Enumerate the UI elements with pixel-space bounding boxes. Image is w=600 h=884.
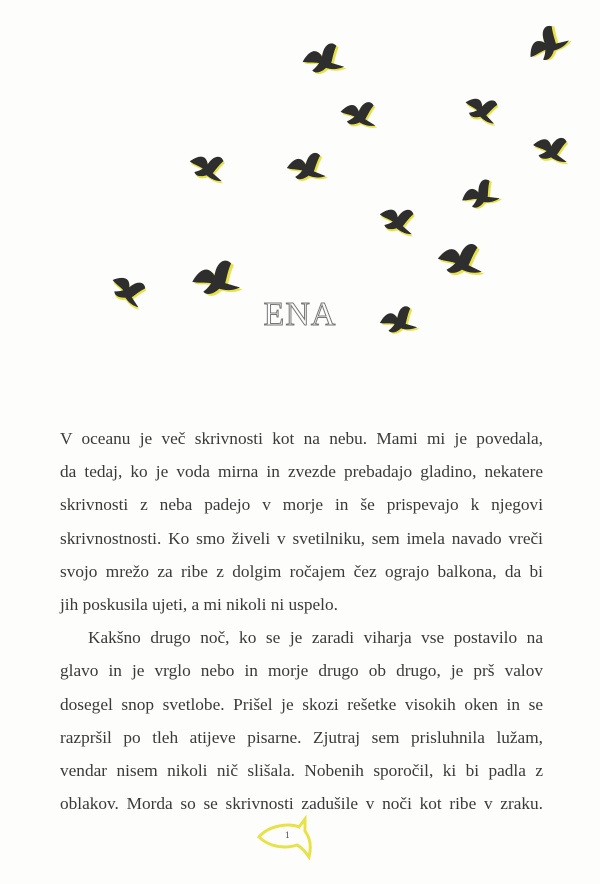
text-line: V oceanu je več skrivnosti kot na nebu. Mami mi je povedala, — [60, 429, 543, 448]
bird-icon — [522, 20, 572, 69]
bird-icon — [461, 92, 503, 127]
text-line: dosegel snop svetlobe. Prišel je skozi rešetke visokih oken in se — [60, 694, 543, 714]
text-line: da tedaj, ko je voda mirna in zvezde prebadajo gladino, nekatere — [60, 462, 543, 482]
text-line: svojo mrežo za ribe z dolgim ročajem čez ograjo balkona, da bi — [60, 561, 543, 581]
page-number: 1 — [285, 830, 290, 840]
bird-icon — [438, 244, 484, 275]
bird-icon — [458, 176, 502, 213]
paragraph-2 — [60, 621, 543, 820]
chapter-title: ENA — [263, 296, 337, 333]
bird-icon — [300, 42, 346, 77]
text-line: Kakšno drugo noč, ko se je zaradi viharja vse postavilo na — [88, 628, 543, 648]
bird-icon — [376, 203, 419, 237]
bird-icon — [531, 133, 573, 165]
bird-icon — [339, 100, 379, 129]
bird-icon — [190, 258, 243, 298]
text-line: jih poskusila ujeti, a mi nikoli ni uspelo. — [60, 595, 338, 615]
text-line: skrivnostnosti. Ko smo živeli v svetilniku, sem imela navado vreči — [60, 528, 543, 548]
body-text — [60, 422, 543, 820]
bird-icon — [286, 152, 328, 182]
text-line: glavo in je vrglo nebo in morje drugo ob drugo, je prš valov — [60, 661, 543, 681]
text-line: skrivnosti z neba padejo v morje in še prispevajo k njegovi — [60, 495, 543, 515]
text-line: vendar nisem nikoli nič slišala. Nobenih sporočil, ki bi padla z — [60, 761, 543, 781]
text-line: oblakov. Morda so se skrivnosti zadušile v noči kot ribe v zraku. — [60, 794, 543, 814]
paragraph-1 — [60, 422, 543, 621]
text-line: razpršil po tleh atijeve pisarne. Zjutraj sem prisluhnila lužam, — [60, 727, 543, 747]
bird-icon — [186, 150, 229, 184]
